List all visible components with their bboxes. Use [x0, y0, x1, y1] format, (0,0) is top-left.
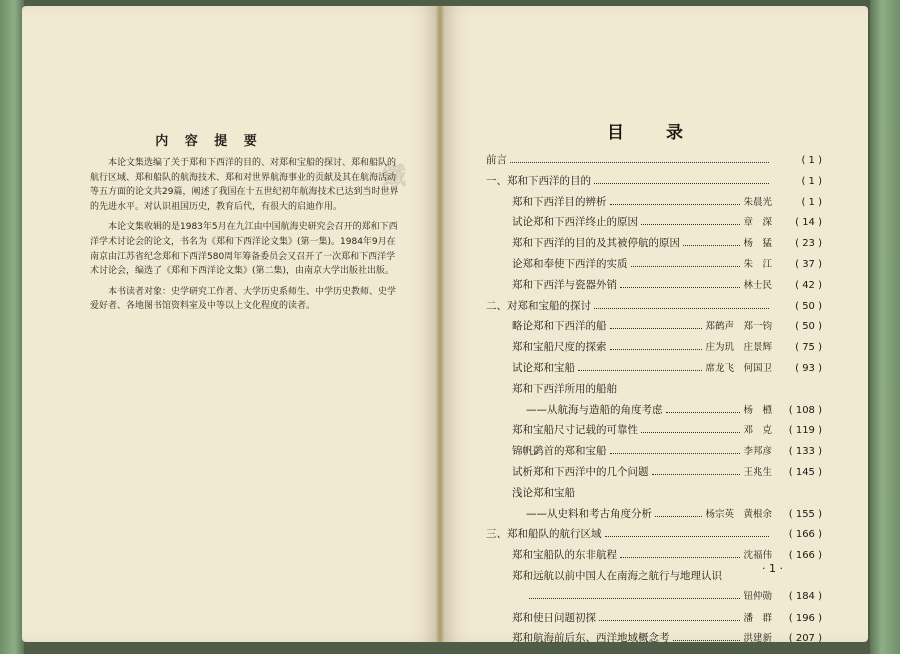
toc-entry-page: ( 14 ) [795, 217, 822, 229]
toc-entry [486, 420, 822, 441]
toc-entry-author: 朱晨光 [743, 196, 772, 208]
toc-entry-title: ——从航海与造船的角度考虑 [526, 403, 663, 416]
toc-entry-title: 二、对郑和宝船的探讨 [486, 299, 591, 312]
toc-leader-dots [578, 359, 702, 371]
toc-entry [486, 316, 822, 337]
toc-entry-page: ( 50 ) [795, 300, 822, 312]
toc-leader-dots [578, 485, 769, 496]
toc-entry-author: 杨 槱 [743, 404, 772, 416]
toc-entry-title: 一、郑和下西洋的目的 [486, 174, 591, 187]
toc-entry-page: ( 93 ) [795, 362, 822, 374]
toc-entry-page: ( 166 ) [788, 529, 822, 541]
toc-entry [486, 171, 822, 192]
toc-entry-page: ( 1 ) [801, 196, 822, 208]
toc-entry-author: 郑鹤声 郑一钧 [705, 321, 772, 333]
toc-entry-page: ( 50 ) [795, 321, 822, 333]
toc-entry-title: ——从史料和考古角度分析 [526, 507, 652, 520]
toc-leader-dots [610, 317, 703, 329]
toc-leader-dots [610, 442, 741, 454]
toc-entry-author: 林士民 [743, 279, 772, 291]
toc-entry [486, 608, 822, 629]
toc-entry [486, 483, 822, 504]
toc-entry-page: ( 42 ) [795, 279, 822, 291]
toc-entry-title: 郑和宝船尺寸记载的可靠性 [512, 424, 638, 437]
toc-leader-dots [673, 629, 741, 641]
toc-entry-page: ( 196 ) [788, 612, 822, 624]
toc-entry-title: 试析郑和下西洋中的几个问题 [512, 465, 649, 478]
toc-entry [486, 587, 822, 608]
toc-leader-dots [594, 297, 769, 309]
toc-title: 目 录 [607, 123, 701, 143]
toc-entry-author: 沈福伟 [743, 550, 772, 562]
page-number: · 1 · [762, 562, 783, 575]
toc-leader-dots [641, 213, 740, 225]
toc-leader-dots [666, 401, 741, 413]
toc-entry-author: 杨宗英 黄根余 [705, 508, 772, 520]
toc-entry-title: 郑和下西洋所用的船舶 [512, 382, 617, 395]
toc-entry [486, 233, 822, 254]
toc-entry-title: 论郑和奉使下西洋的实质 [512, 257, 628, 270]
toc-entry-page: ( 75 ) [795, 342, 822, 354]
toc-entry-title: 郑和下西洋目的辨析 [512, 195, 607, 208]
toc-leader-dots [620, 276, 740, 288]
toc-entry-page: ( 37 ) [795, 258, 822, 270]
summary-body [90, 156, 402, 320]
toc-entry [486, 150, 822, 171]
toc-entry-author: 王兆生 [743, 466, 772, 478]
toc-entry [486, 358, 822, 379]
toc-entry [486, 524, 822, 545]
toc-entry-title: 略论郑和下西洋的船 [512, 320, 607, 333]
toc-entry [486, 379, 822, 400]
toc-entry [486, 441, 822, 462]
toc-entry [486, 337, 822, 358]
toc-leader-dots [594, 172, 769, 184]
toc-entry-title: 郑和航海前后东、西洋地域概念考 [512, 632, 670, 645]
toc-entry-title: 郑和下西洋的目的及其被停航的原因 [512, 237, 680, 250]
toc-entry-author: 潘 群 [743, 612, 772, 624]
toc-entry-author: 席龙飞 何国卫 [705, 362, 772, 374]
toc-entry-page: ( 1 ) [801, 155, 822, 166]
toc-entry [486, 628, 822, 649]
toc-leader-dots [641, 421, 740, 433]
toc-entry-title: 郑和宝船队的东非航程 [512, 549, 617, 562]
summary-paragraph: 本论文集选编了关于郑和下西洋的目的、对郑和宝船的探讨、郑和船队的航行区域、郑和船队的航海技术、郑和对世界航海事业的贡献及其在航海活动等五方面的论文共29篇，阐述了我国在十五世纪初年航海技术已达到当时世界的先进水平。对认识祖国历史，教育后代，有很大的启迪作用。 [90, 158, 399, 212]
toc-entry [486, 192, 822, 213]
toc-entry-page: ( 119 ) [788, 425, 822, 437]
toc-entry-title: 郑和宝船尺度的探索 [512, 341, 607, 354]
left-page [22, 6, 440, 642]
toc-entry-title: 前言 [486, 154, 507, 166]
toc-entry-page: ( 133 ) [788, 446, 822, 458]
toc-leader-dots [620, 546, 740, 558]
toc-leader-dots [655, 505, 702, 517]
toc-entry-title: 试论郑和宝船 [512, 361, 575, 374]
toc-leader-dots [620, 381, 769, 392]
toc-leader-dots [631, 255, 741, 267]
toc-entry-title: 浅论郑和宝船 [512, 486, 575, 499]
toc-leader-dots [605, 525, 770, 537]
toc-leader-dots [599, 609, 740, 621]
toc-entry-author: 章 深 [743, 217, 772, 229]
toc-entry-title: 三、郑和船队的航行区域 [486, 528, 602, 541]
toc-entry-page: ( 108 ) [788, 404, 822, 416]
toc-entry-page: ( 166 ) [788, 550, 822, 562]
toc-leader-dots [529, 587, 740, 599]
toc-entry [486, 400, 822, 421]
toc-entry-author: 钮仲勋 [743, 590, 772, 602]
toc-entry-author: 李邦彦 [743, 446, 772, 458]
toc-leader-dots [510, 151, 769, 163]
toc-leader-dots [683, 234, 740, 246]
toc-entry-page: ( 145 ) [788, 466, 822, 478]
summary-title: 内 容 提 要 [155, 134, 263, 149]
bleed-through-mark: 鐵 [382, 162, 406, 190]
toc-leader-dots [610, 193, 741, 205]
toc-entry [486, 275, 822, 296]
summary-paragraph: 本论文集收辑的是1983年5月在九江由中国航海史研究会召开的郑和下西洋学术讨论会的论文，书名为《郑和下西洋论文集》(第一集)。1984年9月在南京由江苏省纪念郑和下西洋580周年筹备委员会又召开了一次郑和下西洋学术讨论会，编选了《郑和下西洋论文集》(第二集)，由南京大学出版社出版。 [90, 222, 398, 277]
book-cover-right [870, 0, 900, 654]
toc-entry-author: 邓 克 [743, 425, 772, 437]
toc-entry-author: 洪建新 [743, 633, 772, 645]
toc-entry-page: ( 207 ) [788, 633, 822, 645]
toc-entry-title: 郑和使日问题初探 [512, 611, 596, 624]
toc-entry-page: ( 155 ) [788, 508, 822, 520]
toc-entry [486, 254, 822, 275]
toc-entry [486, 504, 822, 525]
toc-entry-author: 杨 猛 [743, 238, 772, 250]
toc-entry-title: 试论郑和下西洋终止的原因 [512, 216, 638, 229]
toc-entry-title: 郑和下西洋与瓷器外销 [512, 278, 617, 291]
toc-entry-title: 郑和远航以前中国人在南海之航行与地理认识 [512, 569, 722, 582]
toc-leader-dots [652, 463, 741, 475]
toc-entry-author: 朱 江 [743, 258, 772, 270]
book-cover-left [0, 0, 24, 654]
summary-paragraph: 本书读者对象：史学研究工作者、大学历史系师生、中学历史教师、史学爱好者、各地图书馆资料室及中等以上文化程度的读者。 [90, 286, 397, 312]
toc-entry-page: ( 1 ) [801, 175, 822, 187]
toc-entry-page: ( 23 ) [795, 238, 822, 250]
book-gutter [436, 6, 444, 642]
toc-entry [486, 296, 822, 317]
toc-entry [486, 212, 822, 233]
toc-leader-dots [610, 338, 703, 350]
toc-entry-title: 锦帆鹢首的郑和宝船 [512, 445, 607, 458]
toc-entry-page: ( 184 ) [788, 590, 822, 602]
toc-entry-author: 庄为玑 庄景辉 [705, 342, 772, 354]
toc-entry [486, 462, 822, 483]
